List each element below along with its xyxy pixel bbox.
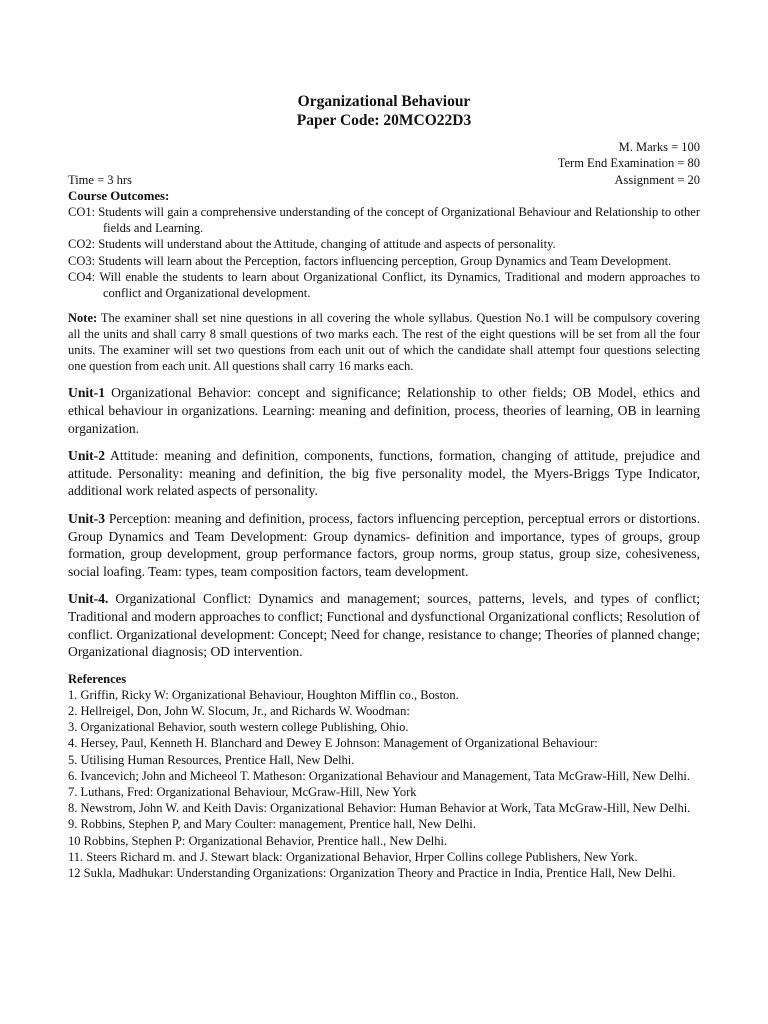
course-outcome-text: Students will learn about the Perception, factors influencing perception, Group Dynamics and Team Development.: [98, 253, 672, 268]
reference-item: 3. Organizational Behavior, south western college Publishing, Ohio.: [68, 720, 409, 735]
course-outcome-label: CO2:: [68, 237, 99, 252]
reference-item: 1. Griffin, Ricky W: Organizational Behaviour, Houghton Mifflin co., Boston.: [68, 687, 459, 702]
reference-item: 7. Luthans, Fred: Organizational Behaviour, McGraw-Hill, New York: [68, 785, 417, 800]
course-title: Organizational Behaviour: [297, 93, 471, 110]
reference-item: 12 Sukla, Madhukar: Understanding Organizations: Organization Theory and Practice in India, Prentice Hall, New Delhi.: [68, 866, 676, 881]
reference-item: 6. Ivancevich; John and Micheeol T. Matheson: Organizational Behaviour and Management, Tata McGraw-Hill, New Delhi.: [68, 768, 690, 783]
references-heading: References: [68, 671, 127, 686]
reference-item: 8. Newstrom, John W. and Keith Davis: Organizational Behavior: Human Behavior at Work, Tata McGraw-Hill, New Delhi.: [68, 801, 691, 816]
course-outcomes-list: [68, 204, 700, 302]
marks-block: [68, 139, 700, 188]
course-outcome-item: [68, 204, 700, 237]
unit-text: Organizational Behavior: concept and significance; Relationship to other fields; OB Model, ethics and ethical behaviour in organizations. Learning: meaning and definition, process, theories of learning, OB in learning organization.: [68, 385, 700, 436]
unit-label: Unit-4.: [68, 591, 109, 607]
time-duration: Time = 3 hrs: [68, 172, 132, 187]
course-outcome-label: CO3:: [68, 253, 99, 268]
reference-item: 11. Steers Richard m. and J. Stewart black: Organizational Behavior, Hrper Collins college Publishers, New York.: [68, 849, 638, 864]
course-outcome-label: CO1:: [68, 204, 99, 219]
reference-item: 9. Robbins, Stephen P, and Mary Coulter: management, Prentice hall, New Delhi.: [68, 817, 476, 832]
course-outcome-item: [68, 253, 700, 269]
unit-label: Unit-3: [68, 511, 106, 527]
course-outcome-text: Students will gain a comprehensive understanding of the concept of Organizational Behaviour and Relationship to other fields and Learning.: [98, 204, 700, 236]
course-outcome-item: [68, 269, 700, 302]
paper-code: Paper Code: 20MCO22D3: [296, 112, 472, 129]
assignment-marks: Assignment = 20: [614, 172, 700, 187]
reference-item: 2. Hellreigel, Don, John W. Slocum, Jr., and Richards W. Woodman:: [68, 704, 410, 718]
unit-label: Unit-2: [68, 448, 106, 464]
unit-text: Organizational Conflict: Dynamics and management; sources, patterns, levels, and types of conflict; Traditional and modern approaches to conflict; Functional and dysfunctional Organizational conflicts; Resolution of conflict. Organizational development: Concept; Need for change, resistance to change; Theories of planned change; Organizational diagnosis; OD intervention.: [68, 591, 700, 660]
unit-text: Attitude: meaning and definition, components, functions, formation, changing of attitude, prejudice and attitude. Personality: meaning and definition, the big five personality model, the Myers-Briggs Type Indicator, additional work related aspects of personality.: [68, 448, 700, 499]
unit-3: [68, 510, 700, 580]
reference-item: 5. Utilising Human Resources, Prentice Hall, New Delhi.: [68, 752, 355, 767]
reference-item: 10 Robbins, Stephen P: Organizational Behavior, Prentice hall., New Delhi.: [68, 833, 448, 848]
syllabus-page: [68, 92, 700, 881]
note-text: The examiner shall set nine questions in all covering the whole syllabus. Question No.1 will be compulsory covering all the units and shall carry 8 small questions of two marks each. The rest of the eight questions will be set from all the four units. The examiner will set two questions from each unit out of which the candidate shall attempt four questions selecting one question from each unit. All questions shall carry 16 marks each.: [68, 310, 700, 374]
note-label: Note:: [68, 310, 98, 325]
unit-2: [68, 447, 700, 500]
exam-note: [68, 310, 700, 375]
unit-1: [68, 384, 700, 437]
course-outcome-text: Will enable the students to learn about Organizational Conflict, its Dynamics, Traditional and modern approaches to conflict and Organizational development.: [99, 270, 700, 301]
unit-text: Perception: meaning and definition, process, factors influencing perception, perceptual errors or distortions. Group Dynamics and Team Development: Group dynamics- definition and importance, types of groups, group formation, group development, group performance factors, group norms, group status, group size, cohesiveness, social loafing. Team: types, team composition factors, team development.: [68, 511, 700, 579]
course-outcome-item: [68, 236, 700, 252]
course-outcomes-heading: Course Outcomes:: [68, 188, 170, 203]
course-outcome-text: Students will understand about the Attitude, changing of attitude and aspects of personality.: [98, 237, 556, 252]
term-end-marks: Term End Examination = 80: [557, 156, 700, 171]
course-outcome-label: CO4:: [68, 270, 100, 285]
unit-label: Unit-1: [68, 385, 106, 401]
reference-item: 4. Hersey, Paul, Kenneth H. Blanchard and Dewey E Johnson: Management of Organizational Behaviour:: [68, 736, 598, 751]
references-list: [68, 687, 700, 881]
max-marks: M. Marks = 100: [618, 140, 700, 154]
time-assignment-row: [68, 172, 700, 188]
unit-4: [68, 590, 700, 660]
